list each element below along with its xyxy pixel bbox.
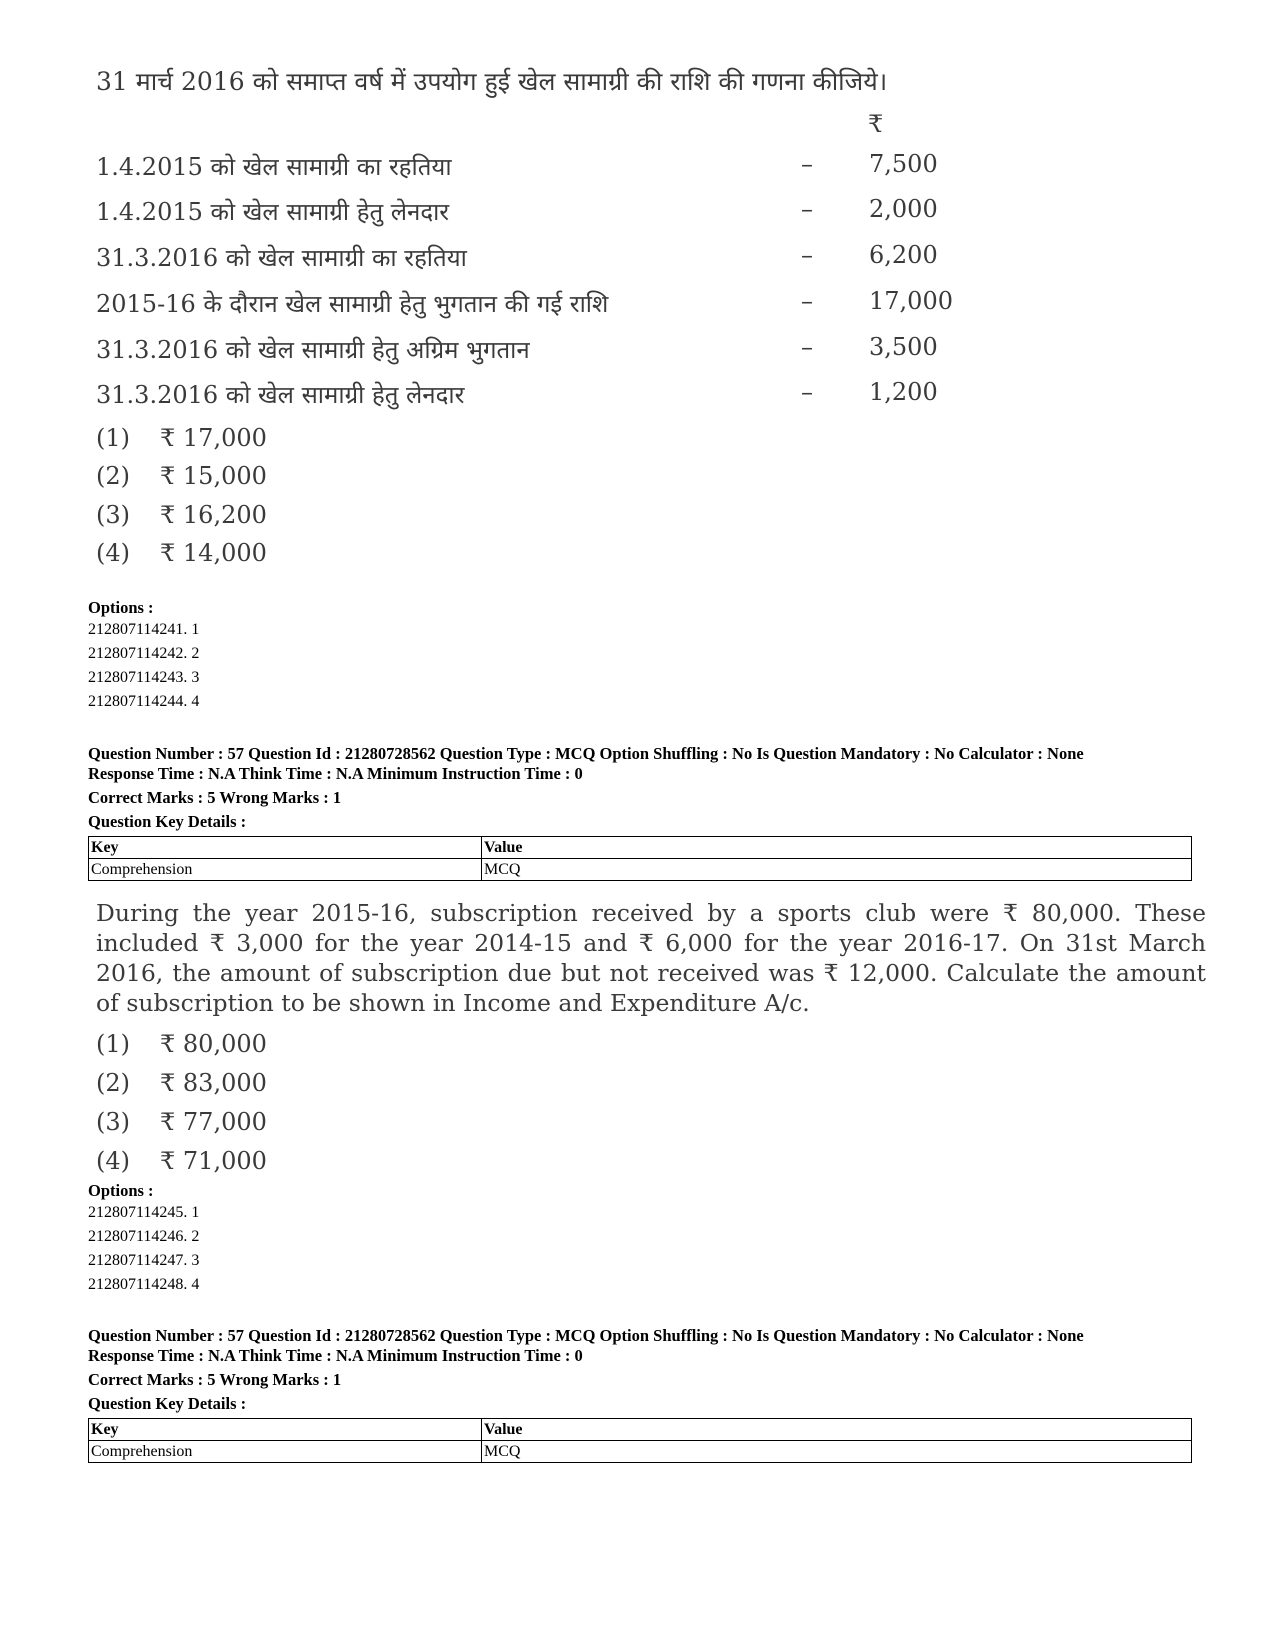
answer-choice	[96, 539, 267, 567]
question-key-table	[88, 1418, 1192, 1463]
key-details-label: Question Key Details :	[88, 1394, 247, 1413]
data-row	[96, 287, 976, 323]
value-header: Value	[482, 1419, 1192, 1441]
choice-text: ₹ 80,000	[160, 1030, 267, 1058]
answer-choice	[96, 1069, 267, 1097]
table-row	[89, 1441, 1192, 1463]
question-meta-line: Question Number : 57 Question Id : 21280728562 Question Type : MCQ Option Shuffling : No Is Question Mandatory : No Calculator : None	[88, 1326, 1084, 1345]
currency-column-header: ₹	[868, 110, 884, 138]
answer-choice	[96, 1108, 267, 1136]
options-label: Options :	[88, 598, 154, 617]
choice-number: (4)	[96, 539, 130, 567]
option-id: 212807114248. 4	[88, 1276, 200, 1293]
key-header: Key	[89, 837, 482, 859]
data-row	[96, 195, 976, 231]
row-dash: –	[801, 333, 813, 361]
question-meta-line: Question Number : 57 Question Id : 21280728562 Question Type : MCQ Option Shuffling : No Is Question Mandatory : No Calculator : None	[88, 744, 1084, 763]
row-label: 31.3.2016 को खेल सामाग्री का रहतिया	[96, 244, 467, 272]
key-details-label: Question Key Details :	[88, 812, 247, 831]
key-cell: Comprehension	[89, 1441, 482, 1463]
table-header-row	[89, 1419, 1192, 1441]
key-header: Key	[89, 1419, 482, 1441]
option-id: 212807114246. 2	[88, 1228, 200, 1245]
marks-line: Correct Marks : 5 Wrong Marks : 1	[88, 1370, 342, 1389]
choice-number: (2)	[96, 1069, 130, 1097]
options-label: Options :	[88, 1181, 154, 1200]
option-id: 212807114242. 2	[88, 645, 200, 662]
option-id: 212807114244. 4	[88, 693, 200, 710]
choice-number: (4)	[96, 1147, 130, 1175]
row-label: 2015-16 के दौरान खेल सामाग्री हेतु भुगतान की गई राशि	[96, 290, 609, 318]
row-label: 31.3.2016 को खेल सामाग्री हेतु लेनदार	[96, 381, 465, 409]
choice-text: ₹ 14,000	[160, 539, 267, 567]
row-value: 17,000	[869, 287, 953, 315]
data-row	[96, 241, 976, 277]
answer-choice	[96, 1030, 267, 1058]
choice-text: ₹ 17,000	[160, 424, 267, 452]
key-cell: Comprehension	[89, 859, 482, 881]
row-value: 7,500	[869, 150, 938, 178]
value-cell: MCQ	[482, 1441, 1192, 1463]
row-value: 6,200	[869, 241, 938, 269]
choice-number: (3)	[96, 1108, 130, 1136]
option-id: 212807114243. 3	[88, 669, 200, 686]
row-dash: –	[801, 241, 813, 269]
answer-choice	[96, 462, 267, 490]
question-hindi-title: 31 मार्च 2016 को समाप्त वर्ष में उपयोग हुई खेल सामाग्री की राशि की गणना कीजिये।	[96, 67, 888, 96]
row-dash: –	[801, 287, 813, 315]
data-row	[96, 333, 976, 369]
answer-choice	[96, 424, 267, 452]
choice-text: ₹ 15,000	[160, 462, 267, 490]
value-header: Value	[482, 837, 1192, 859]
data-row	[96, 378, 976, 414]
choice-number: (1)	[96, 424, 130, 452]
row-label: 1.4.2015 को खेल सामाग्री हेतु लेनदार	[96, 198, 450, 226]
choice-number: (2)	[96, 462, 130, 490]
choice-number: (1)	[96, 1030, 130, 1058]
marks-line: Correct Marks : 5 Wrong Marks : 1	[88, 788, 342, 807]
value-cell: MCQ	[482, 859, 1192, 881]
choice-text: ₹ 83,000	[160, 1069, 267, 1097]
data-row	[96, 150, 976, 186]
choice-number: (3)	[96, 501, 130, 529]
row-value: 2,000	[869, 195, 938, 223]
table-header-row	[89, 837, 1192, 859]
row-dash: –	[801, 150, 813, 178]
question-timing-line: Response Time : N.A Think Time : N.A Minimum Instruction Time : 0	[88, 764, 583, 783]
row-value: 3,500	[869, 333, 938, 361]
question-key-table	[88, 836, 1192, 881]
table-row	[89, 859, 1192, 881]
option-id: 212807114241. 1	[88, 621, 200, 638]
row-dash: –	[801, 378, 813, 406]
question-timing-line: Response Time : N.A Think Time : N.A Minimum Instruction Time : 0	[88, 1346, 583, 1365]
choice-text: ₹ 71,000	[160, 1147, 267, 1175]
answer-choice	[96, 1147, 267, 1175]
row-dash: –	[801, 195, 813, 223]
answer-choice	[96, 501, 267, 529]
question-english-text: During the year 2015-16, subscription received by a sports club were ₹ 80,000. These included ₹ 3,000 for the year 2014-15 and ₹ 6,000 for the year 2016-17. On 31st March 2016, the amount of subscription due but not received was ₹ 12,000. Calculate the amount of subscription to be shown in Income and Expenditure A/c.	[96, 899, 1206, 1017]
option-id: 212807114247. 3	[88, 1252, 200, 1269]
row-label: 31.3.2016 को खेल सामाग्री हेतु अग्रिम भुगतान	[96, 336, 530, 364]
row-value: 1,200	[869, 378, 938, 406]
choice-text: ₹ 77,000	[160, 1108, 267, 1136]
row-label: 1.4.2015 को खेल सामाग्री का रहतिया	[96, 153, 452, 181]
choice-text: ₹ 16,200	[160, 501, 267, 529]
option-id: 212807114245. 1	[88, 1204, 200, 1221]
